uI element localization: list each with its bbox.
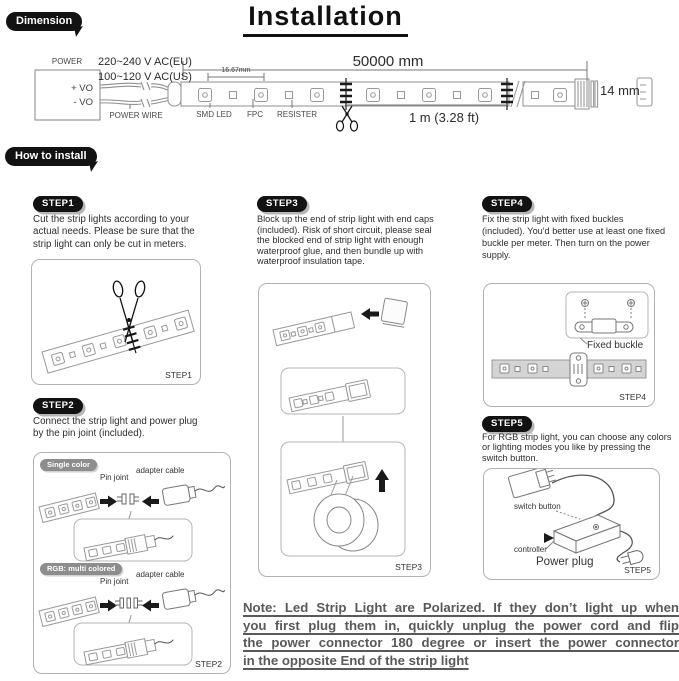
resister-label: RESISTER xyxy=(276,110,318,119)
switch-button-label: switch button xyxy=(514,502,561,511)
step3-figure xyxy=(258,283,431,577)
total-length-label: 50000 mm xyxy=(352,53,424,70)
arrow-right-icon xyxy=(544,533,554,543)
step4-badge: STEP4 xyxy=(482,196,532,212)
arrow-left-icon xyxy=(142,600,159,612)
step4-figure xyxy=(483,283,655,407)
smd-led-label: SMD LED xyxy=(196,110,232,119)
cut-unit-length-label: 1 m (3.28 ft) xyxy=(408,110,480,125)
controller-label: controller xyxy=(514,545,547,554)
dimension-section-badge: Dimension xyxy=(6,12,82,31)
arrow-left-icon xyxy=(142,496,159,508)
pointer-line xyxy=(556,511,580,519)
step1-badge: STEP1 xyxy=(33,196,83,212)
pointer-line xyxy=(546,541,554,549)
step1-text: Cut the strip lights according to your actual needs. Please be sure that the strip light can only be cut in meters. xyxy=(33,214,195,250)
adapter-cable-icon xyxy=(162,582,226,610)
step5-figure-label: STEP5 xyxy=(624,565,651,575)
adapter-cable-label: adapter cable xyxy=(136,466,185,475)
fpc-label: FPC xyxy=(247,110,263,119)
pin-joint-2pin-icon xyxy=(117,494,139,504)
step1-figure-label: STEP1 xyxy=(165,370,192,380)
step4-figure-label: STEP4 xyxy=(619,392,646,402)
polarity-note xyxy=(243,599,679,669)
strip-band xyxy=(273,312,355,346)
step2-figure-label: STEP2 xyxy=(195,659,222,669)
how-to-install-badge: How to install xyxy=(5,147,97,166)
strip-band xyxy=(39,597,99,627)
adapter-cable-icon xyxy=(162,478,226,506)
adapter-cable-label: adapter cable xyxy=(136,570,185,579)
step4-text: Fix the strip light with fixed buckles (included). You'd better use at least one fixed buckle per meter. Then turn on the power supply. xyxy=(482,214,666,260)
mounted-strip xyxy=(492,353,646,386)
connector-line xyxy=(129,511,131,519)
step5-badge: STEP5 xyxy=(482,416,532,432)
terminal-plus-label: + VO xyxy=(71,83,93,94)
pin-joint-label: Pin joint xyxy=(100,577,129,586)
pin-joint-4pin-icon xyxy=(115,598,143,608)
led-strip xyxy=(168,78,652,109)
adapter-plug-icon xyxy=(508,469,557,498)
arrow-left-icon xyxy=(361,308,379,320)
fixed-buckle-label: Fixed buckle xyxy=(587,340,644,351)
step2-badge: STEP2 xyxy=(33,398,83,414)
note-line: Note: Led Strip Light are Polarized. If they don’t light up when xyxy=(243,600,679,615)
voltage-us-label: 100~120 V AC(US) xyxy=(98,71,192,83)
end-cap-icon xyxy=(381,298,409,327)
page-title: Installation xyxy=(243,1,408,37)
page-title-wrap xyxy=(0,1,651,37)
pin-joint-label: Pin joint xyxy=(100,473,129,482)
connector-line xyxy=(129,615,131,623)
note-line: in the opposite End of the strip light xyxy=(243,652,469,668)
power-wire-label: POWER WIRE xyxy=(109,111,163,120)
controller-box xyxy=(554,515,620,553)
strip-width-label: 14 mm xyxy=(600,83,640,98)
terminal-minus-label: - VO xyxy=(73,97,93,108)
step1-illustration xyxy=(32,260,200,384)
step3-badge: STEP3 xyxy=(257,196,307,212)
arrow-right-icon xyxy=(100,600,117,612)
step3-figure-label: STEP3 xyxy=(395,562,422,572)
power-plug-label: Power plug xyxy=(536,556,594,568)
arrow-right-icon xyxy=(100,496,117,508)
step5-text: For RGB strip light, you can choose any colors or lighting modes you like by pressing the switch button. xyxy=(482,432,672,463)
step5-figure xyxy=(483,468,660,580)
note-line: the power connector 180 degree or insert the power connector xyxy=(243,635,679,651)
led-pitch-label: 16.67mm xyxy=(221,67,251,74)
single-color-pill: Single color xyxy=(40,459,97,471)
step2-text: Connect the strip light and power plug by the pin joint (included). xyxy=(33,416,198,440)
scissors-icon xyxy=(337,106,358,131)
wire xyxy=(552,475,614,517)
power-label: POWER xyxy=(51,57,83,66)
rgb-multi-colored-pill: RGB: multi colored xyxy=(40,563,122,575)
step3-text: Block up the end of strip light with end caps (included). Risk of short circuit, please seal the blocked end of strip light with enough waterproof glue, and then bundle up with waterproof insulation tape. xyxy=(257,214,434,267)
pointer-line xyxy=(580,338,587,344)
strip-band xyxy=(39,493,99,523)
voltage-eu-label: 220~240 V AC(EU) xyxy=(98,56,192,68)
strip-band xyxy=(41,305,196,378)
note-line: you first plug them in, quickly unplug the power cord and flip xyxy=(243,617,679,633)
step3-illustration xyxy=(259,284,430,576)
step2-figure xyxy=(33,452,231,674)
dimension-diagram xyxy=(0,48,679,148)
step1-figure xyxy=(31,259,201,385)
